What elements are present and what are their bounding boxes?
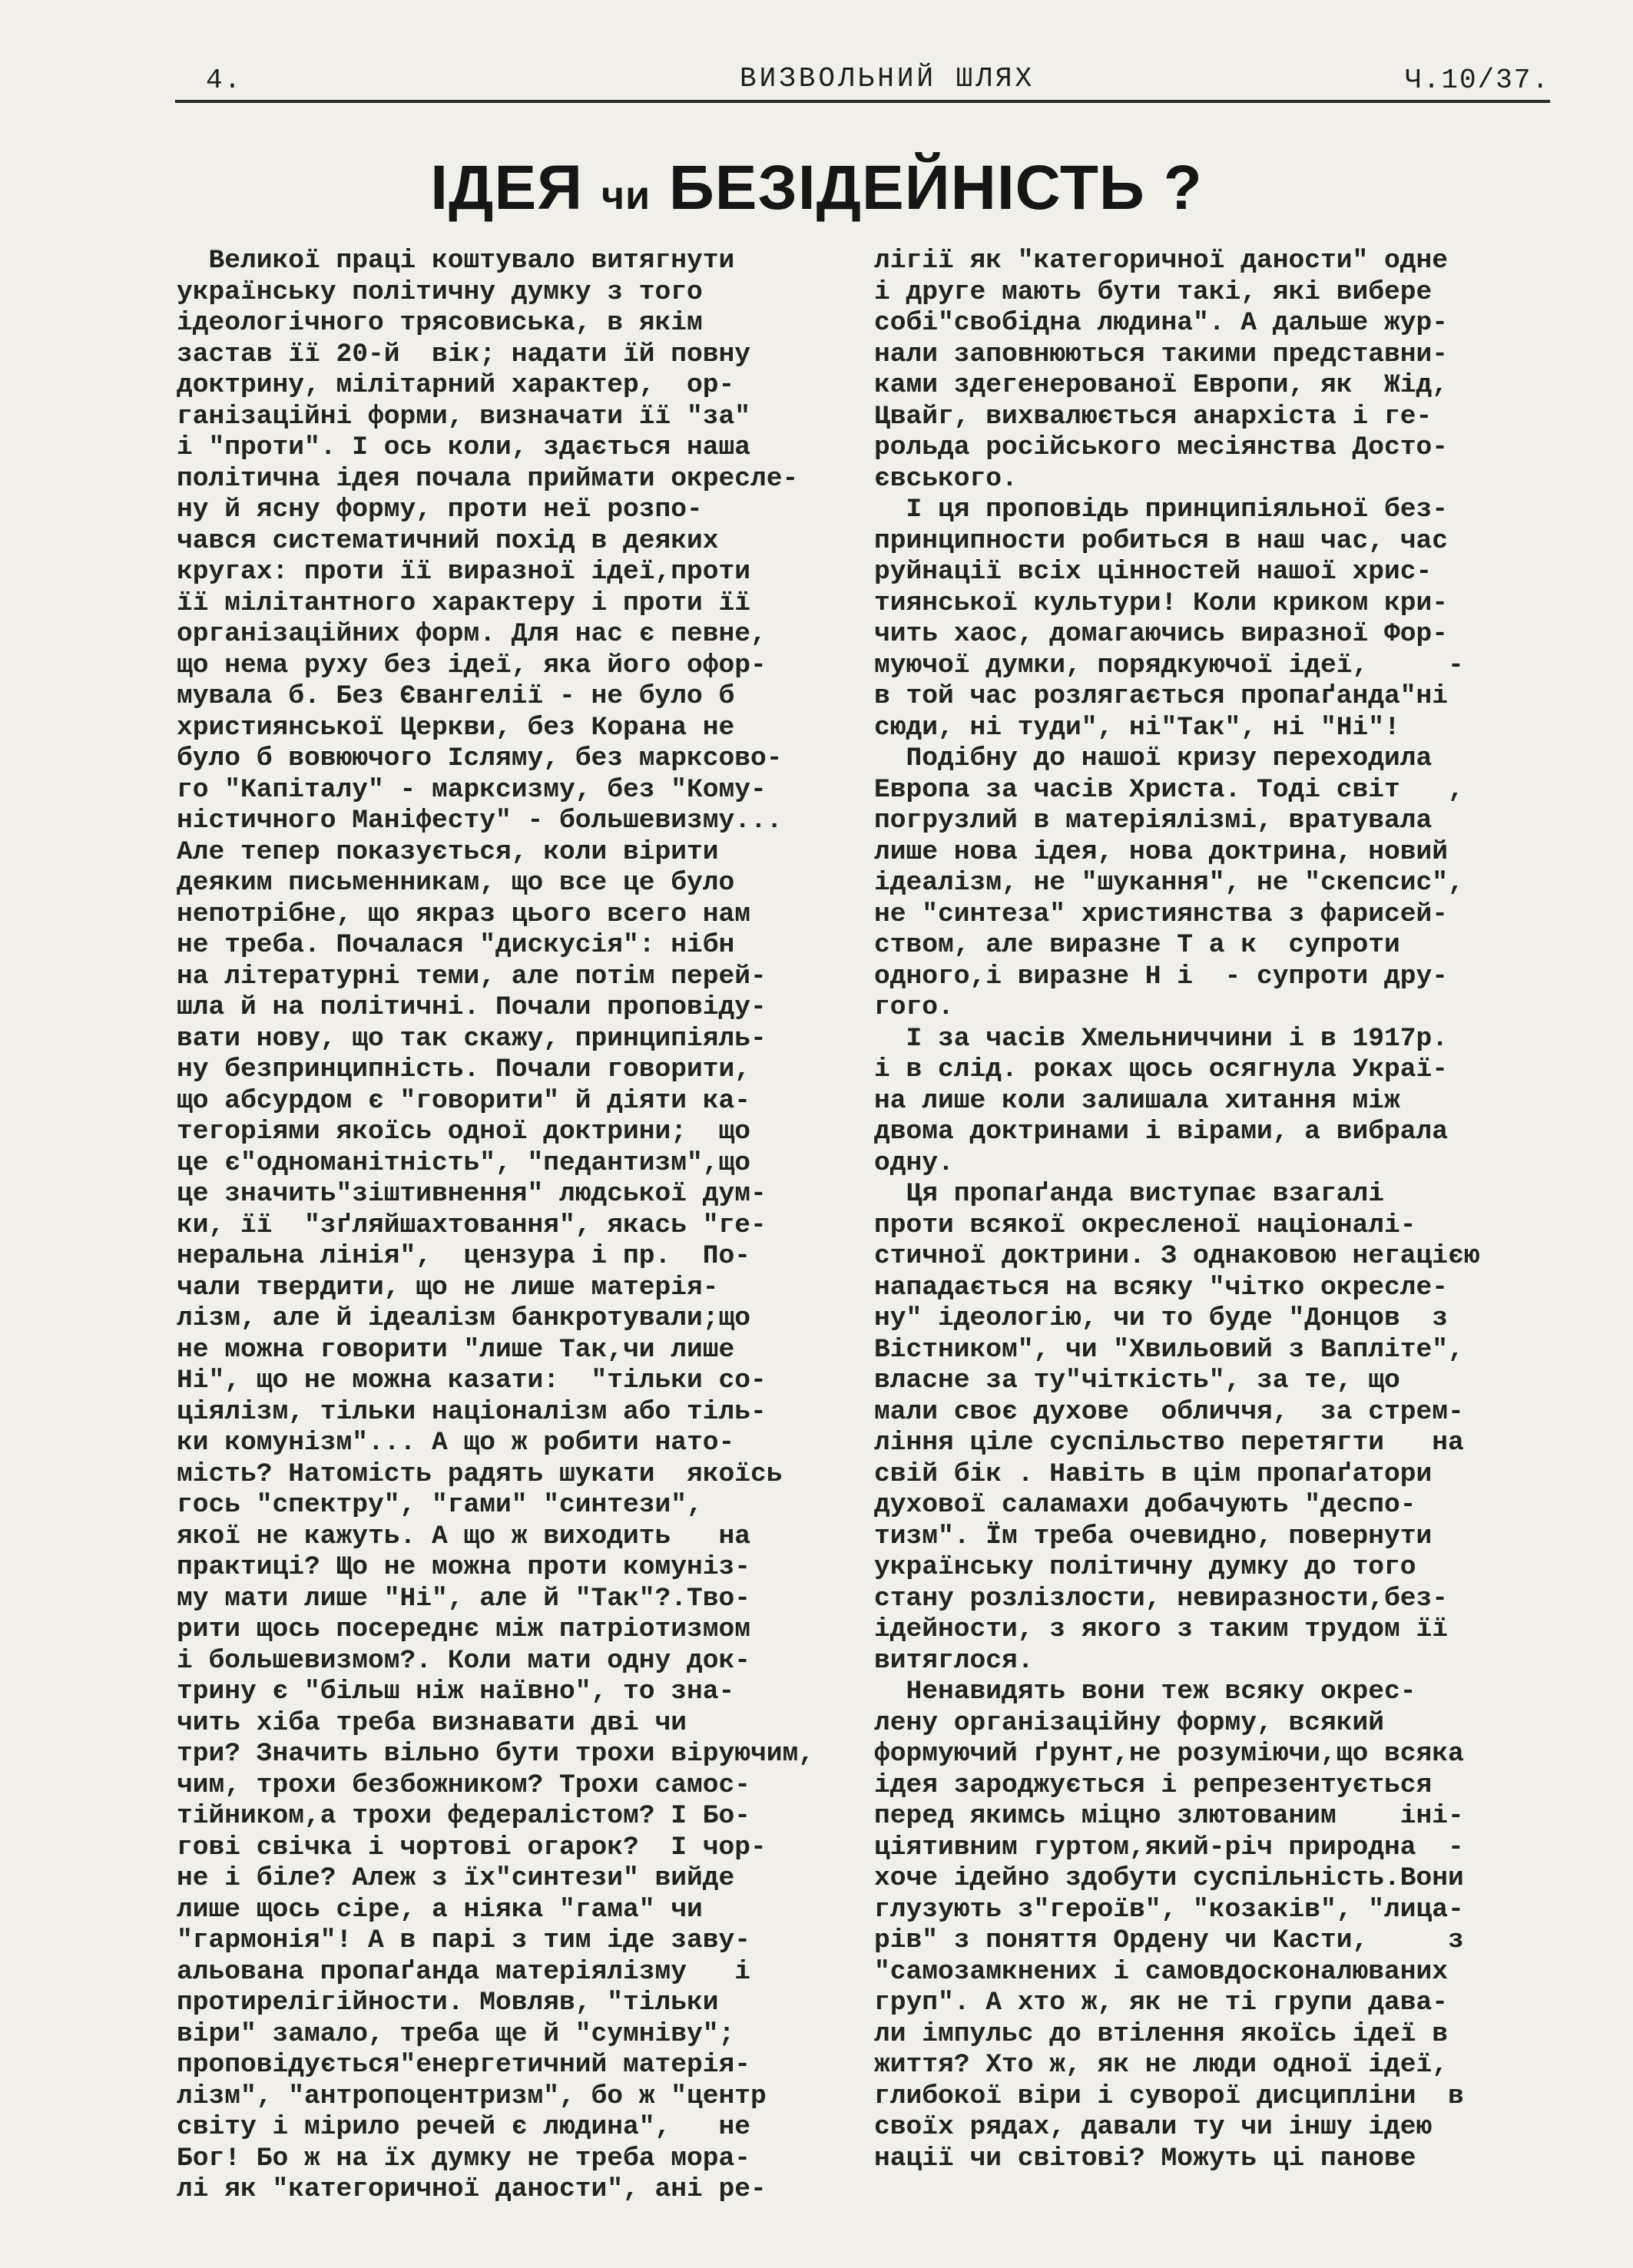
text-line: чить хіба треба визнавати дві чи	[177, 1707, 687, 1738]
text-line: не можна говорити "лише Так,чи лише	[177, 1334, 735, 1365]
text-line: І за часів Хмельниччини і в 1917р.	[874, 1023, 1449, 1054]
text-line: чали твердити, що не лише матерія-	[177, 1272, 719, 1303]
text-line: муючої думки, порядкуючої ідеї, -	[874, 650, 1464, 680]
text-line: стичної доктрини. З однаковою негацією	[874, 1241, 1480, 1271]
text-line: шла й на політичні. Почали проповіду-	[177, 992, 767, 1022]
text-line: Подібну до нашої кризу переходила	[874, 743, 1433, 773]
text-line: тійником,а трохи федералістом? І Бо-	[177, 1801, 751, 1831]
text-line: рити щось посереднє між патріотизмом	[177, 1614, 751, 1644]
text-line: в той час розлягається пропаґанда"ні	[874, 681, 1449, 711]
text-line: нали заповнюються такими представни-	[874, 339, 1449, 369]
text-line: нації чи світові? Можуть ці панове	[874, 2143, 1416, 2174]
text-line: світу і мірило речей є людина", не	[177, 2112, 751, 2142]
text-line: ством, але виразне Т а к супроти	[874, 930, 1400, 960]
text-line: Ненавидять вони теж всяку окрес-	[874, 1677, 1416, 1707]
text-line: ціятивним гуртом,який-річ природна -	[874, 1832, 1464, 1862]
text-line: му мати лише "Ні", але й "Так"?.Тво-	[177, 1583, 751, 1614]
text-line: і большевизмом?. Коли мати одну док-	[177, 1645, 751, 1676]
text-line: принципности робиться в наш час, час	[874, 525, 1449, 556]
text-line: своїх рядах, давали ту чи іншу ідею	[874, 2112, 1433, 2142]
text-line: непотрібне, що якраз цього всего нам	[177, 899, 751, 929]
text-line: гого.	[874, 992, 954, 1022]
text-line: лише щось сіре, а ніяка "гама" чи	[177, 1894, 703, 1925]
text-line: лізм", "антропоцентризм", бо ж "центр	[177, 2081, 767, 2111]
text-line: рів" з поняття Ордену чи Касти, з	[874, 1925, 1464, 1955]
text-line: що абсурдом є "говорити" й діяти ка-	[177, 1085, 751, 1116]
text-line: гось "спектру", "гами" "синтези",	[177, 1490, 703, 1520]
article-title	[0, 152, 1633, 224]
text-line: лі як "категоричної даности", ані ре-	[177, 2174, 767, 2204]
text-line: ну безпринципність. Почали говорити,	[177, 1055, 751, 1084]
issue-number: Ч.10/37.	[1405, 65, 1550, 96]
text-line: тизм". Їм треба очевидно, повернути	[874, 1521, 1433, 1551]
text-line: Цвайг, вихвалюється анархіста і ге-	[874, 401, 1433, 432]
right-column	[874, 246, 1480, 2174]
text-line: ністичного Маніфесту" - большевизму...	[177, 806, 783, 836]
text-line: мість? Натомість радять шукати якоїсь	[177, 1458, 783, 1489]
text-line: глибокої віри і суворої дисципліни в	[874, 2081, 1464, 2111]
text-line: груп". А хто ж, як не ті групи дава-	[874, 1988, 1449, 2018]
text-line: ідейности, з якого з таким трудом її	[874, 1614, 1449, 1644]
text-line: кругах: проти її виразної ідеї,проти	[177, 557, 751, 587]
text-line: не "синтеза" християнства з фарисей-	[874, 899, 1449, 929]
text-line: І ця проповідь принципіяльної без-	[874, 495, 1449, 525]
text-line: організаційних форм. Для нас є певне,	[177, 619, 767, 649]
text-line: глузують з"героїв", "козаків", "лица-	[874, 1894, 1464, 1925]
title-part-3: БЕЗІДЕЙНІСТЬ ?	[651, 153, 1203, 223]
text-line: формуючий ґрунт,не розуміючи,що всяка	[874, 1739, 1464, 1769]
text-line: Вістником", чи "Хвильовий з Вапліте",	[874, 1334, 1464, 1365]
text-line: протирелігійности. Мовляв, "тільки	[177, 1988, 719, 2018]
text-line: деяким письменникам, що все це було	[177, 868, 735, 898]
text-line: Европа за часів Христа. Тоді світ ,	[874, 774, 1464, 805]
page-number: 4.	[206, 65, 243, 96]
text-line: двома доктринами і вірами, а вибрала	[874, 1117, 1449, 1147]
text-line: було б вовюючого Ісляму, без марксово-	[177, 743, 783, 773]
text-line: ну й ясну форму, проти неї розпо-	[177, 495, 703, 525]
text-line: доктрину, мілітарний характер, ор-	[177, 370, 735, 400]
text-line: "гармонія"! А в парі з тим іде заву-	[177, 1925, 751, 1955]
text-line: практиці? Що не можна проти комуніз-	[177, 1552, 751, 1582]
text-line: українську політичну думку до того	[874, 1552, 1416, 1582]
text-line: ну" ідеологію, чи то буде "Донцов з	[874, 1303, 1449, 1333]
text-line: чався систематичний похід в деяких	[177, 525, 719, 556]
text-line: застав її 20-й вік; надати їй повну	[177, 339, 751, 369]
text-line: вати нову, що так скажу, принципіяль-	[177, 1023, 767, 1054]
text-line: го "Капіталу" - марксизму, без "Кому-	[177, 774, 767, 805]
text-line: тиянської культури! Коли криком кри-	[874, 588, 1449, 618]
text-line: ідеологічного трясовиська, в якім	[177, 308, 703, 338]
text-line: на літературні теми, але потім перей-	[177, 961, 767, 992]
text-line: лише нова ідея, нова доктрина, новий	[874, 836, 1449, 867]
text-line: ціялізм, тільки націоналізм або тіль-	[177, 1396, 767, 1427]
text-line: проповідується"енергетичний матерія-	[177, 2050, 751, 2080]
text-line: альована пропаґанда матеріялізму і	[177, 1956, 751, 1987]
text-line: витяглося.	[874, 1645, 1034, 1676]
text-line: лізм, але й ідеалізм банкротували;що	[177, 1303, 751, 1333]
text-line: політична ідея почала приймати окресле-	[177, 463, 799, 494]
text-line: свій бік . Навіть в цім пропаґатори	[874, 1458, 1433, 1489]
text-line: життя? Хто ж, як не люди одної ідеї,	[874, 2050, 1449, 2080]
text-line: собі"свобідна людина". А дальше жур-	[874, 308, 1449, 338]
title-part-2: чи	[601, 174, 651, 218]
text-line: Великої праці коштувало витягнути	[177, 246, 735, 276]
text-line: чить хаос, домагаючись виразної Фор-	[874, 619, 1449, 649]
text-line: і друге мають бути такі, які вибере	[874, 276, 1433, 307]
text-line: три? Значить вільно бути трохи віруючим,	[177, 1739, 815, 1769]
text-line: ганізаційні форми, визначати її "за"	[177, 401, 751, 432]
text-line: трину є "більш ніж наївно", то зна-	[177, 1677, 735, 1707]
text-line: ки, її "зґляйшахтовання", якась "ге-	[177, 1210, 767, 1240]
text-line: лену організаційну форму, всякий	[874, 1707, 1385, 1738]
text-line: лігії як "категоричної даности" одне	[874, 246, 1449, 276]
text-line: стану розлізлости, невиразности,без-	[874, 1583, 1449, 1614]
text-line: це є"одноманітність", "педантизм",що	[177, 1147, 751, 1178]
text-line: Ця пропаґанда виступає взагалі	[874, 1179, 1385, 1209]
text-line: ки комунізм"... А що ж робити нато-	[177, 1428, 735, 1458]
text-line: не треба. Почалася "дискусія": нібн	[177, 930, 735, 960]
text-line: ління ціле суспільство перетягти на	[874, 1428, 1464, 1458]
text-line: чим, трохи безбожником? Трохи самос-	[177, 1770, 751, 1800]
text-line: нападається на всяку "чітко окресле-	[874, 1272, 1449, 1303]
page-header	[175, 60, 1550, 103]
text-line: Бог! Бо ж на їх думку не треба мора-	[177, 2143, 751, 2174]
text-line: Ні", що не можна казати: "тільки со-	[177, 1366, 767, 1396]
text-line: "самозамкнених і самовдосконалюваних	[874, 1956, 1449, 1987]
text-line: християнської Церкви, без Корана не	[177, 712, 735, 743]
text-line: неральна лінія", цензура і пр. По-	[177, 1241, 751, 1271]
text-line: Але тепер показується, коли вірити	[177, 836, 719, 867]
text-line: власне за ту"чіткість", за те, що	[874, 1366, 1400, 1396]
text-line: сюди, ні туди", ні"Так", ні "Ні"!	[874, 712, 1400, 743]
text-line: ли імпульс до втілення якоїсь ідеї в	[874, 2018, 1449, 2049]
text-line: це значить"зіштивнення" людської дум-	[177, 1179, 767, 1209]
text-line: якої не кажуть. А що ж виходить на	[177, 1521, 751, 1551]
text-line: і "проти". І ось коли, здається наша	[177, 432, 751, 462]
text-line: євського.	[874, 463, 1018, 494]
text-line: одну.	[874, 1147, 954, 1178]
text-line: руйнації всіх цінностей нашої хрис-	[874, 557, 1433, 587]
text-line: і в слід. роках щось осягнула Украї-	[874, 1055, 1449, 1084]
text-line: ками здегенерованої Европи, як Жід,	[874, 370, 1449, 400]
text-line: віри" замало, треба ще й "сумніву";	[177, 2018, 735, 2049]
text-line: хоче ідейно здобути суспільність.Вони	[874, 1863, 1464, 1893]
text-line: тегоріями якоїсь одної доктрини; що	[177, 1117, 751, 1147]
text-line: мувала б. Без Євангелії - не було б	[177, 681, 735, 711]
text-line: не і біле? Алеж з їх"синтези" вийде	[177, 1863, 735, 1893]
text-line: перед якимсь міцно злютованим іні-	[874, 1801, 1464, 1831]
text-line: рольда російського месіянства Досто-	[874, 432, 1449, 462]
text-line: мали своє духове обличчя, за стрем-	[874, 1396, 1464, 1427]
text-line: її мілітантного характеру і проти її	[177, 588, 751, 618]
title-part-1: ІДЕЯ	[430, 153, 601, 223]
text-line: погрузлий в матеріялізмі, вратувала	[874, 806, 1433, 836]
text-line: на лише коли залишала хитання між	[874, 1085, 1400, 1116]
text-line: гові свічка і чортові огарок? І чор-	[177, 1832, 767, 1862]
text-line: проти всякої окресленої націоналі-	[874, 1210, 1416, 1240]
left-column	[177, 246, 814, 2206]
text-line: одного,і виразне Н і - супроти дру-	[874, 961, 1449, 992]
text-line: що нема руху без ідеї, яка його офор-	[177, 650, 767, 680]
text-line: ідея зароджується і репрезентується	[874, 1770, 1433, 1800]
text-line: українську політичну думку з того	[177, 276, 703, 307]
newspaper-name: ВИЗВОЛЬНИЙ ШЛЯХ	[740, 63, 1035, 94]
text-line: ідеалізм, не "шукання", не "скепсис",	[874, 868, 1464, 898]
text-line: духової саламахи добачують "деспо-	[874, 1490, 1416, 1520]
